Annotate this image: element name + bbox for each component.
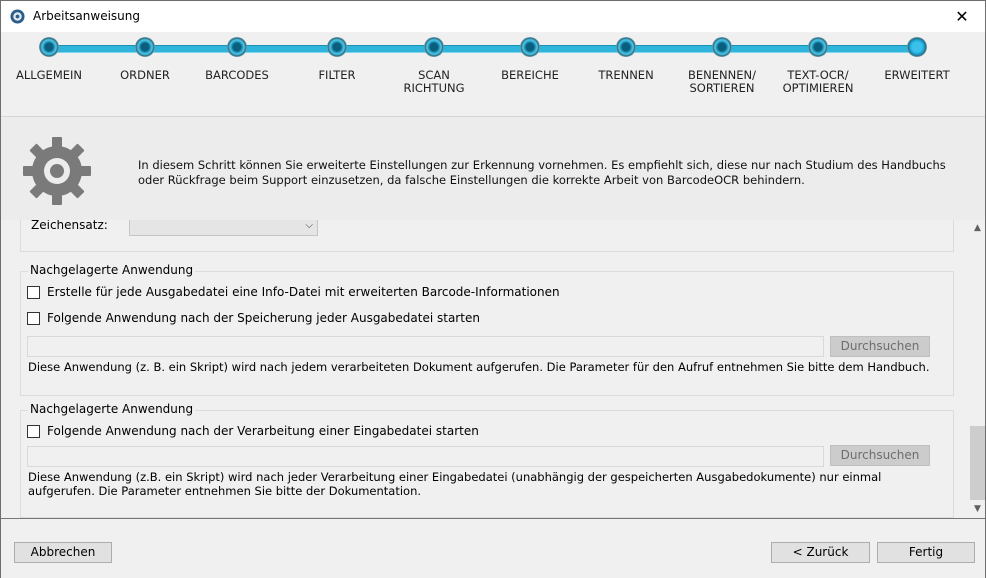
scrollbar-thumb[interactable] xyxy=(970,426,985,500)
step-label: BEREICHE xyxy=(501,68,559,82)
step-dot-icon xyxy=(616,37,636,57)
step-label: ALLGEMEIN xyxy=(15,68,83,82)
step-label: ERWEITERT xyxy=(884,68,950,82)
post-output-path-input[interactable] xyxy=(27,336,824,357)
step-label: TEXT-OCR/ OPTIMIEREN xyxy=(782,68,854,95)
back-button[interactable]: < Zurück xyxy=(771,542,870,563)
step-dot-active-icon xyxy=(907,37,927,57)
step-label: SCAN RICHTUNG xyxy=(403,68,465,95)
finish-button[interactable]: Fertig xyxy=(877,542,975,563)
group-legend: Nachgelagerte Anwendung xyxy=(30,263,194,277)
after-save-checkbox[interactable] xyxy=(27,311,480,325)
charset-label: Zeichensatz: xyxy=(31,220,108,232)
info-panel xyxy=(1,116,985,221)
checkbox-label: Folgende Anwendung nach der Speicherung jeder Ausgabedatei starten xyxy=(47,311,480,325)
step-dot-icon xyxy=(135,37,155,57)
step-label: BARCODES xyxy=(205,68,269,82)
chevron-down-icon: ⌵ xyxy=(305,220,313,231)
step-dot-icon xyxy=(227,37,247,57)
checkbox-label: Folgende Anwendung nach der Verarbeitung einer Eingabedatei starten xyxy=(47,424,479,438)
cancel-button[interactable]: Abbrechen xyxy=(14,542,112,563)
chevron-up-icon[interactable]: ▲ xyxy=(974,223,981,233)
after-input-checkbox[interactable] xyxy=(27,424,479,438)
step-dot-icon xyxy=(712,37,732,57)
step-dot-icon xyxy=(520,37,540,57)
group-legend: Nachgelagerte Anwendung xyxy=(30,402,194,416)
step-dot-icon xyxy=(808,37,828,57)
checkbox-box xyxy=(27,312,40,325)
step-dot-icon xyxy=(327,37,347,57)
step-label: FILTER xyxy=(318,68,356,82)
gear-app-icon xyxy=(10,9,25,24)
checkbox-label: Erstelle für jede Ausgabedatei eine Info-Datei mit erweiterten Barcode-Informationen xyxy=(47,285,560,299)
step-label: BENENNEN/ SORTIEREN xyxy=(688,68,756,95)
charset-select[interactable] xyxy=(129,220,318,236)
chevron-down-icon[interactable]: ▼ xyxy=(974,504,981,514)
info-file-checkbox[interactable] xyxy=(27,285,560,299)
close-icon[interactable]: ✕ xyxy=(955,7,969,26)
post-input-path-input[interactable] xyxy=(27,446,824,467)
post-output-description: Diese Anwendung (z. B. ein Skript) wird nach jedem verarbeiteten Dokument aufgerufen. Die Parameter für den Aufruf entnehmen Sie bitte dem Handbuch. xyxy=(28,360,930,374)
browse-button[interactable]: Durchsuchen xyxy=(830,336,930,357)
step-label: TRENNEN xyxy=(598,68,654,82)
vertical-scrollbar[interactable] xyxy=(969,220,985,518)
step-dot-icon xyxy=(424,37,444,57)
title-bar xyxy=(1,1,985,32)
checkbox-box xyxy=(27,286,40,299)
settings-scroll-area xyxy=(1,220,985,518)
info-text: In diesem Schritt können Sie erweiterte Einstellungen zur Erkennung vornehmen. Es empfiehlt sich, diese nur nach Studium des Handbuchs oder Rückfrage beim Support einzusetzen, da falsche Einstellungen die korrekte Arbeit von BarcodeOCR behindern. xyxy=(138,158,946,187)
gear-icon xyxy=(23,137,91,205)
progress-track xyxy=(56,45,924,53)
window-title: Arbeitsanweisung xyxy=(33,9,141,23)
dialog-footer xyxy=(1,518,985,578)
post-input-description: Diese Anwendung (z.B. ein Skript) wird nach jeder Verarbeitung einer Eingabedatei (unabhängig der gespeicherten Ausgabedokumente) nur einmal aufgerufen. Die Parameter entnehmen Sie bitte der Dokumentation. xyxy=(28,470,882,498)
wizard-steps xyxy=(1,32,985,116)
step-dot-icon xyxy=(39,37,59,57)
browse-button[interactable]: Durchsuchen xyxy=(830,445,930,466)
checkbox-box xyxy=(27,425,40,438)
step-label: ORDNER xyxy=(120,68,170,82)
